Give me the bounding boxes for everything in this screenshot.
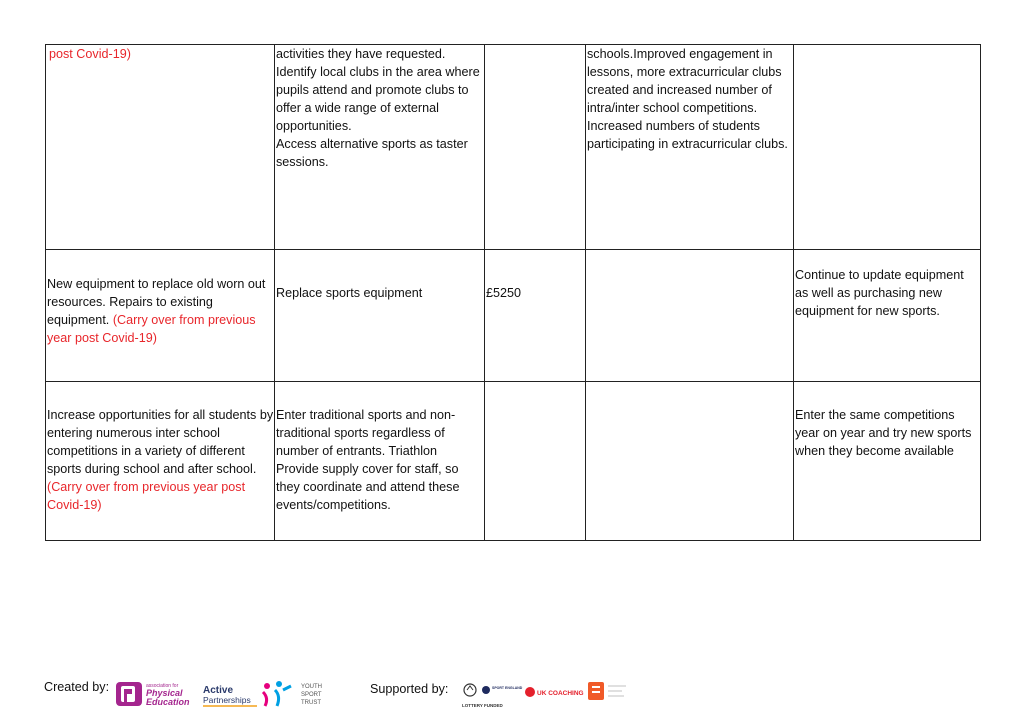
impact-cell: schools.Improved engagement in lessons, more extracurricular clubs created and increased number of intra/inter school competitions. Increased numbers of students participating in extracurricular clubs. — [586, 45, 794, 250]
svg-text:Active: Active — [203, 685, 234, 696]
funding-cell: £5250 — [485, 250, 586, 382]
sustainability-cell — [794, 45, 981, 250]
impact-cell — [586, 250, 794, 382]
impact-cell — [586, 382, 794, 541]
sustainability-cell: Enter the same competitions year on year and try new sports when they become available — [794, 382, 981, 541]
carry-over-note: (Carry over from previous year post Covid-19) — [47, 313, 256, 345]
implementation-cell: Replace sports equipment — [275, 250, 485, 382]
plan-table — [45, 44, 981, 541]
active-partnerships-logo — [203, 682, 257, 708]
partner-logo — [588, 682, 628, 704]
intent-cell: New equipment to replace old worn out resources. Repairs to existing equipment. (Carry over from previous year post Covid-19) — [46, 250, 275, 382]
implementation-cell: activities they have requested. Identify local clubs in the area where pupils attend and promote clubs to offer a wide range of external opportunities. Access alternative sports as taster sessions. — [275, 45, 485, 250]
carry-over-note: (Carry over from previous year post Covid-19) — [47, 480, 246, 512]
table-row — [46, 382, 981, 541]
svg-text:association for: association for — [146, 683, 179, 689]
intent-cell — [46, 45, 275, 250]
svg-text:TRUST: TRUST — [301, 700, 321, 706]
implementation-cell: Enter traditional sports and non-traditional sports regardless of number of entrants. Triathlon Provide supply cover for staff, so they coordinate and attend these events/competitions. — [275, 382, 485, 541]
supported-by-label: Supported by: — [370, 682, 449, 696]
youth-sport-trust-logo — [261, 680, 327, 708]
funding-cell — [485, 382, 586, 541]
carry-over-note: post Covid-19) — [49, 47, 131, 61]
svg-text:SPORT: SPORT — [301, 692, 322, 698]
svg-text:SPORT ENGLAND: SPORT ENGLAND — [492, 686, 523, 690]
svg-text:Partnerships: Partnerships — [203, 695, 251, 705]
uk-coaching-logo — [524, 684, 584, 704]
lottery-funded-logo — [460, 682, 523, 710]
afpe-logo — [116, 680, 200, 708]
table-row — [46, 45, 981, 250]
created-by-label: Created by: — [44, 680, 110, 694]
page-footer — [0, 672, 1024, 722]
table-row — [46, 250, 981, 382]
svg-text:Education: Education — [146, 697, 190, 707]
sustainability-cell: Continue to update equipment as well as purchasing new equipment for new sports. — [794, 250, 981, 382]
intent-cell: Increase opportunities for all students by entering numerous inter school competitions in a variety of different sports during school and after school. (Carry over from previous year post Covid-19) — [46, 382, 275, 541]
funding-cell — [485, 45, 586, 250]
svg-text:Physical: Physical — [146, 688, 183, 698]
svg-text:YOUTH: YOUTH — [301, 684, 322, 690]
svg-text:LOTTERY FUNDED: LOTTERY FUNDED — [462, 703, 503, 708]
svg-text:UK COACHING: UK COACHING — [537, 690, 584, 697]
